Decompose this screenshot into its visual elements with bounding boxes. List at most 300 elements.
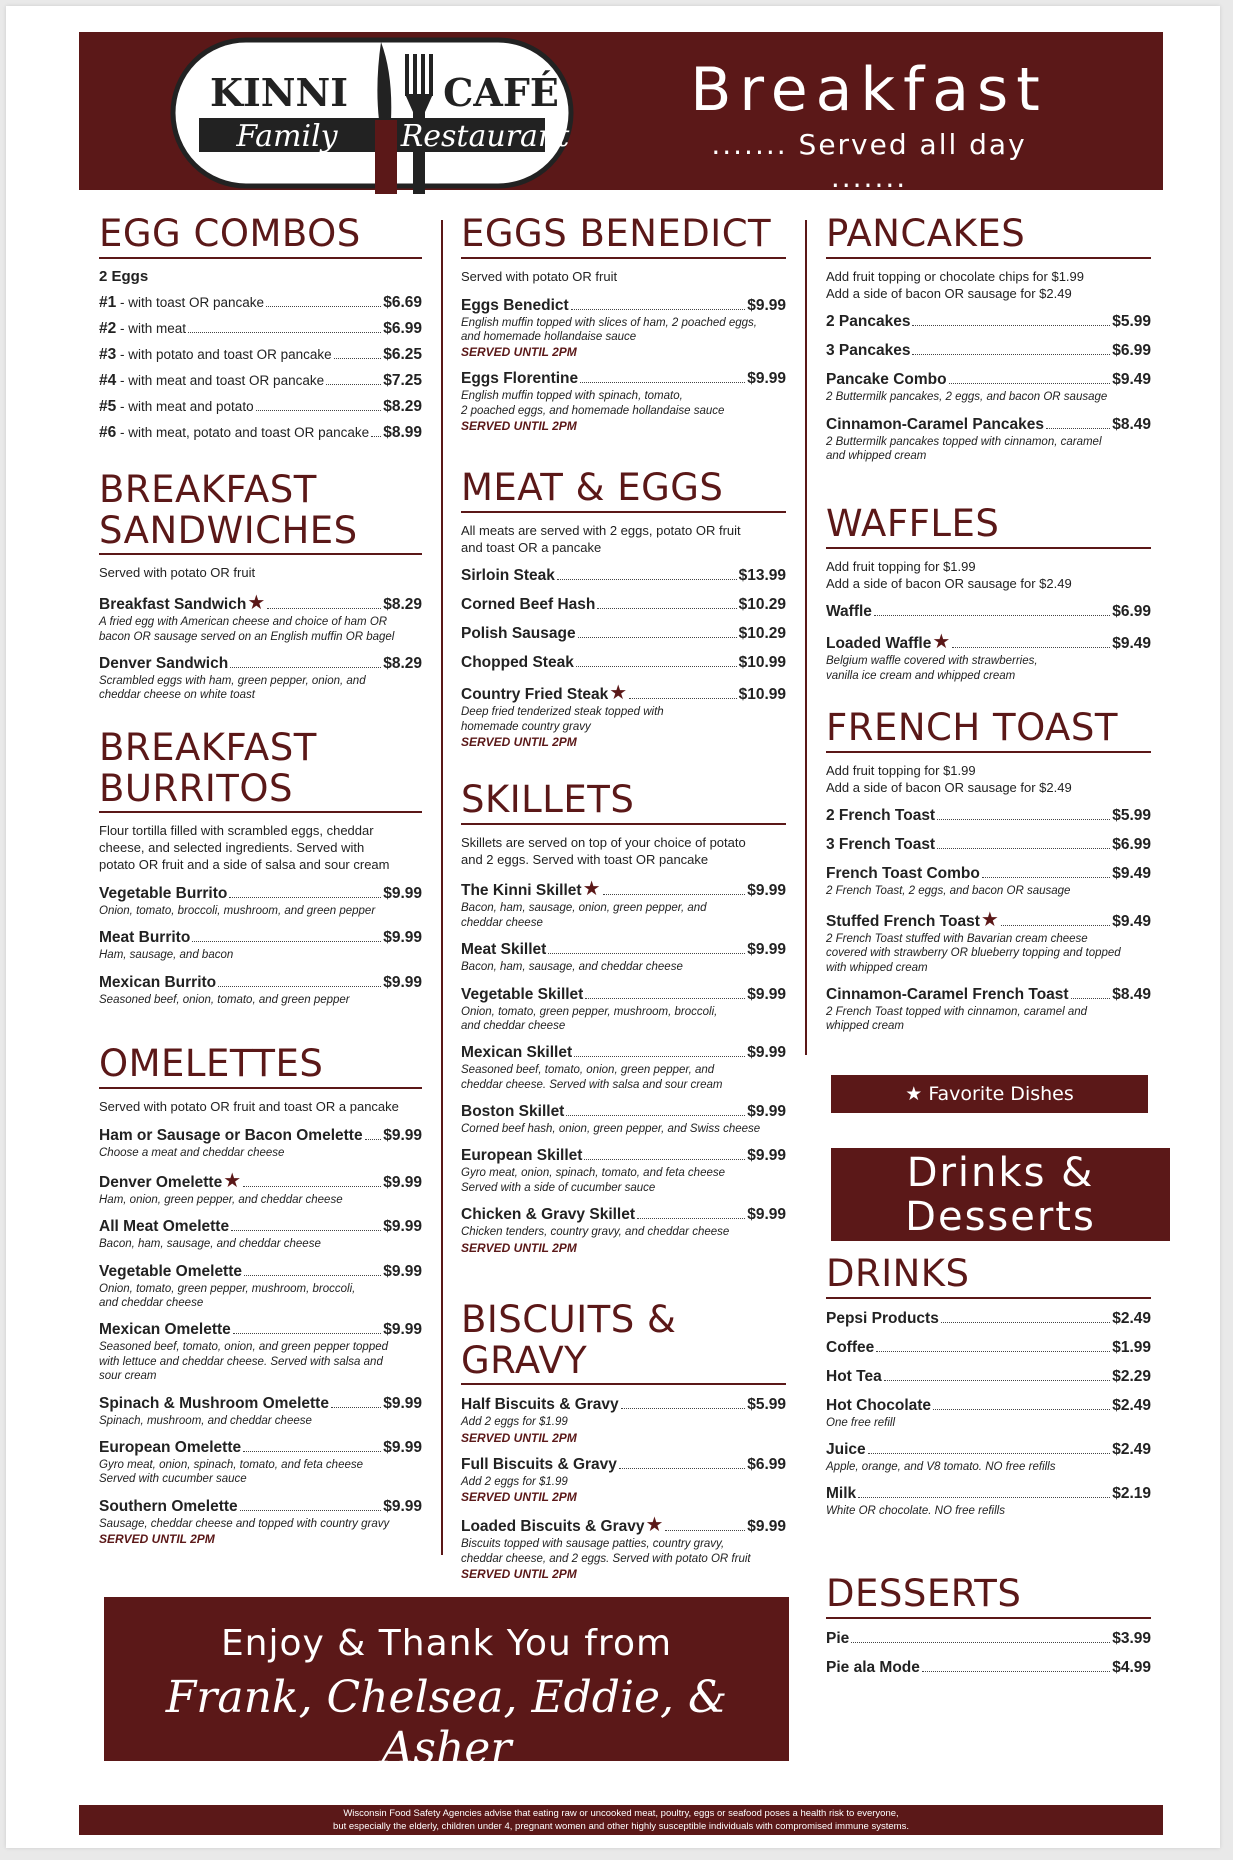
menu-item bbox=[99, 1263, 422, 1311]
menu-item-row bbox=[99, 1395, 422, 1413]
menu-item bbox=[826, 603, 1151, 621]
combo-description: - with meat bbox=[116, 321, 187, 337]
french-toast-section bbox=[826, 708, 1151, 1034]
menu-item-price: $9.99 bbox=[383, 1394, 422, 1412]
dot-leader bbox=[851, 1642, 1110, 1643]
menu-item-description: Bacon, ham, sausage, onion, green pepper, and cheddar cheese bbox=[461, 902, 707, 929]
menu-item-name: Southern Omelette bbox=[99, 1497, 238, 1515]
dot-leader bbox=[922, 1671, 1110, 1672]
dot-leader bbox=[326, 384, 381, 385]
menu-item-price: $9.99 bbox=[383, 929, 422, 947]
dot-leader bbox=[629, 698, 736, 699]
section-title: SKILLETS bbox=[461, 780, 786, 825]
menu-item-price: $6.99 bbox=[747, 1455, 786, 1473]
favorite-star-icon: ★ bbox=[247, 592, 266, 615]
menu-item-row bbox=[99, 1321, 422, 1339]
menu-item-description: Apple, orange, and V8 tomato. NO free refills bbox=[826, 1461, 1056, 1474]
menu-item-description: Ham, onion, green pepper, and cheddar cheese bbox=[99, 1193, 343, 1206]
menu-item-description: Choose a meat and cheddar cheese bbox=[99, 1146, 285, 1159]
menu-item bbox=[826, 986, 1151, 1034]
menu-item bbox=[826, 313, 1151, 331]
menu-item-name: European Omelette bbox=[99, 1438, 242, 1456]
section-note: Flour tortilla filled with scrambled eggs, cheddar cheese, and selected ingredients. Served with potato OR fruit and a side of salsa and sour cream bbox=[99, 823, 390, 873]
menu-item bbox=[99, 372, 422, 390]
menu-item-row bbox=[826, 1441, 1151, 1459]
menu-item-price: $9.99 bbox=[747, 985, 786, 1003]
menu-item-price: $5.99 bbox=[1112, 313, 1151, 331]
dot-leader bbox=[603, 894, 746, 895]
menu-item-price: $8.29 bbox=[383, 398, 422, 416]
menu-item bbox=[461, 370, 786, 433]
menu-item bbox=[461, 1044, 786, 1092]
dot-leader bbox=[233, 1333, 381, 1334]
menu-item-price: $5.99 bbox=[1112, 807, 1151, 825]
menu-item-name: Corned Beef Hash bbox=[461, 596, 596, 614]
header-title-block bbox=[679, 55, 1059, 194]
menu-item-name: Mexican Burrito bbox=[99, 973, 217, 991]
menu-item-name: 2 French Toast bbox=[826, 807, 936, 825]
favorite-star-icon: ★ bbox=[980, 908, 999, 931]
menu-item-description: Chicken tenders, country gravy, and cheddar cheese bbox=[461, 1226, 730, 1239]
menu-item bbox=[99, 974, 422, 1007]
menu-item-price: $9.99 bbox=[747, 1147, 786, 1165]
dot-leader bbox=[933, 1409, 1110, 1410]
menu-item-description: Add 2 eggs for $1.99 bbox=[461, 1475, 568, 1488]
section-note: Served with potato OR fruit bbox=[99, 565, 256, 581]
menu-item-price: $9.99 bbox=[383, 1218, 422, 1236]
menu-item-name: Ham or Sausage or Bacon Omelette bbox=[99, 1126, 363, 1144]
menu-item-name: Sirloin Steak bbox=[461, 567, 555, 585]
section-note: Served with potato OR fruit bbox=[461, 268, 618, 284]
menu-item-row bbox=[99, 398, 422, 416]
dot-leader bbox=[243, 1186, 381, 1187]
menu-item-description: Corned beef hash, onion, green pepper, and Swiss cheese bbox=[461, 1123, 761, 1136]
menu-item-row bbox=[99, 424, 422, 442]
menu-item-row bbox=[826, 371, 1151, 389]
dot-leader bbox=[868, 1453, 1111, 1454]
menu-item-row bbox=[461, 1515, 786, 1536]
combo-description: - with meat and toast OR pancake bbox=[116, 373, 325, 389]
combo-number: #1 bbox=[99, 294, 117, 312]
dot-leader bbox=[637, 1218, 745, 1219]
menu-item bbox=[826, 632, 1151, 683]
dot-leader bbox=[952, 647, 1110, 648]
menu-item-name: Country Fried Steak bbox=[461, 686, 609, 704]
menu-item bbox=[99, 1218, 422, 1251]
menu-item bbox=[826, 342, 1151, 360]
dot-leader bbox=[949, 383, 1111, 384]
dot-leader bbox=[876, 1351, 1110, 1352]
section-title: DESSERTS bbox=[826, 1574, 1151, 1619]
menu-item-name: French Toast Combo bbox=[826, 865, 980, 883]
menu-item bbox=[99, 1127, 422, 1160]
logo-restaurant-text: Restaurant bbox=[400, 119, 570, 154]
menu-item bbox=[826, 416, 1151, 464]
menu-item-row bbox=[99, 1127, 422, 1145]
menu-item bbox=[826, 836, 1151, 854]
menu-item-price: $9.99 bbox=[383, 1321, 422, 1339]
owners-names: Frank, Chelsea, Eddie, & Asher bbox=[165, 1672, 728, 1774]
menu-item bbox=[826, 1630, 1151, 1648]
menu-item bbox=[826, 1339, 1151, 1357]
menu-item-price: $7.25 bbox=[383, 372, 422, 390]
menu-item-price: $9.99 bbox=[383, 1262, 422, 1280]
combo-number: #4 bbox=[99, 372, 117, 390]
section-title: MEAT & EGGS bbox=[461, 468, 786, 513]
menu-item-description: White OR chocolate. NO free refills bbox=[826, 1505, 1005, 1518]
combo-number: #6 bbox=[99, 424, 117, 442]
menu-item bbox=[99, 655, 422, 703]
menu-item-name: Juice bbox=[826, 1441, 866, 1459]
dot-leader bbox=[858, 1497, 1110, 1498]
dot-leader bbox=[230, 667, 381, 668]
dot-leader bbox=[218, 986, 381, 987]
menu-item-name: Pie ala Mode bbox=[826, 1658, 920, 1676]
menu-item-price: $9.99 bbox=[383, 1173, 422, 1191]
menu-item-price: $6.69 bbox=[383, 294, 422, 312]
menu-item-name: Pancake Combo bbox=[826, 371, 947, 389]
menu-item bbox=[461, 1103, 786, 1136]
drinks-section bbox=[826, 1254, 1151, 1519]
combo-description: - with potato and toast OR pancake bbox=[116, 347, 332, 363]
menu-item-price: $10.99 bbox=[738, 686, 786, 704]
menu-item-description: Onion, tomato, broccoli, mushroom, and green pepper bbox=[99, 905, 376, 918]
menu-item-price: $8.49 bbox=[1112, 985, 1151, 1003]
menu-item-row bbox=[99, 929, 422, 947]
thank-you-line: Enjoy & Thank You from bbox=[220, 1623, 673, 1664]
menu-item-description: 2 French Toast stuffed with Bavarian cream cheese covered with strawberry OR blueberry topping and topped with whipped cream bbox=[826, 932, 1121, 974]
menu-item-price: $9.49 bbox=[1112, 865, 1151, 883]
menu-item-description: Belgium waffle covered with strawberries, vanilla ice cream and whipped cream bbox=[826, 655, 1038, 682]
omelettes-section bbox=[99, 1044, 422, 1546]
menu-item-name: 3 Pancakes bbox=[826, 342, 911, 360]
menu-item-name: Denver Sandwich bbox=[99, 655, 229, 673]
menu-item-description: Seasoned beef, onion, tomato, and green pepper bbox=[99, 993, 350, 1006]
served-until-note: SERVED UNTIL 2PM bbox=[461, 1430, 577, 1445]
menu-item bbox=[99, 929, 422, 962]
menu-item bbox=[99, 1171, 422, 1207]
menu-item-row bbox=[461, 1147, 786, 1165]
menu-item-name: Vegetable Burrito bbox=[99, 885, 228, 903]
menu-item-name: Eggs Benedict bbox=[461, 296, 569, 314]
menu-item-row bbox=[461, 1206, 786, 1224]
menu-item bbox=[461, 654, 786, 672]
menu-item-row bbox=[826, 1485, 1151, 1503]
menu-item-price: $9.99 bbox=[383, 1497, 422, 1515]
menu-item-name: Cinnamon-Caramel Pancakes bbox=[826, 415, 1044, 433]
thank-you-box bbox=[104, 1597, 789, 1774]
menu-item bbox=[826, 1310, 1151, 1328]
menu-item bbox=[826, 1368, 1151, 1386]
menu-item-row bbox=[461, 596, 786, 614]
menu-item-name bbox=[99, 372, 324, 390]
dot-leader bbox=[188, 332, 381, 333]
meat-eggs-section bbox=[461, 468, 786, 749]
section-title: DRINKS bbox=[826, 1254, 1151, 1299]
menu-item-description: Seasoned beef, tomato, onion, and green pepper topped with lettuce and cheddar cheese. Served with salsa and sour cream bbox=[99, 1341, 389, 1383]
section-note: Served with potato OR fruit and toast OR a pancake bbox=[99, 1098, 399, 1114]
menu-item-row bbox=[461, 1103, 786, 1121]
dot-leader bbox=[912, 354, 1110, 355]
menu-item-description: Bacon, ham, sausage, and cheddar cheese bbox=[461, 961, 683, 974]
menu-item-price: $8.99 bbox=[383, 424, 422, 442]
dot-leader bbox=[578, 637, 737, 638]
menu-item-row bbox=[461, 941, 786, 959]
menu-item-name bbox=[99, 424, 369, 442]
menu-item-row bbox=[99, 1218, 422, 1236]
menu-item-row bbox=[826, 1368, 1151, 1386]
dot-leader bbox=[941, 1322, 1110, 1323]
served-until-note: SERVED UNTIL 2PM bbox=[461, 345, 577, 360]
menu-item-price: $8.29 bbox=[383, 655, 422, 673]
dot-leader bbox=[584, 1159, 745, 1160]
section-note: Skillets are served on top of your choice of potato and 2 eggs. Served with toast OR pancake bbox=[461, 834, 746, 867]
menu-item-name: Waffle bbox=[826, 603, 872, 621]
menu-item bbox=[461, 1515, 786, 1581]
menu-item-name bbox=[99, 398, 254, 416]
menu-item-name: Vegetable Omelette bbox=[99, 1262, 243, 1280]
menu-item-row bbox=[461, 654, 786, 672]
menu-item-row bbox=[826, 1630, 1151, 1648]
menu-item-row bbox=[826, 313, 1151, 331]
served-until-note: SERVED UNTIL 2PM bbox=[461, 1566, 577, 1581]
menu-item bbox=[826, 865, 1151, 898]
combo-description: - with meat and potato bbox=[116, 399, 254, 415]
menu-item bbox=[826, 1441, 1151, 1474]
menu-item-price: $10.99 bbox=[738, 654, 786, 672]
dot-leader bbox=[1046, 428, 1110, 429]
menu-item-price: $6.25 bbox=[383, 346, 422, 364]
food-safety-disclaimer: Wisconsin Food Safety Agencies advise that eating raw or uncooked meat, poultry, eggs or seafood poses a health risk to everyone, but especially the elderly, children under 4, pregnant women and other highly susceptible individuals with compromised immune systems. bbox=[79, 1805, 1163, 1835]
menu-item-row bbox=[826, 1659, 1151, 1677]
menu-item bbox=[461, 683, 786, 749]
menu-item bbox=[826, 371, 1151, 404]
favorite-star-icon: ★ bbox=[582, 878, 601, 901]
combo-description: - with meat, potato and toast OR pancake bbox=[116, 425, 370, 441]
dot-leader bbox=[331, 1407, 381, 1408]
dot-leader bbox=[192, 941, 381, 942]
menu-item-name: European Skillet bbox=[461, 1147, 583, 1165]
desserts-section bbox=[826, 1574, 1151, 1677]
favorite-dishes-legend bbox=[831, 1075, 1148, 1113]
dot-leader bbox=[231, 1230, 381, 1231]
section-title: FRENCH TOAST bbox=[826, 708, 1151, 753]
dot-leader bbox=[937, 819, 1110, 820]
menu-item-price: $6.99 bbox=[1112, 836, 1151, 854]
menu-item bbox=[461, 625, 786, 643]
breakfast-title: Breakfast bbox=[690, 55, 1048, 125]
dot-leader bbox=[229, 897, 381, 898]
menu-item-row bbox=[826, 1310, 1151, 1328]
menu-item bbox=[99, 1439, 422, 1487]
menu-item-row bbox=[826, 836, 1151, 854]
biscuits-gravy-section bbox=[461, 1300, 786, 1581]
menu-item-price: $9.99 bbox=[747, 1044, 786, 1062]
menu-item-row bbox=[99, 1439, 422, 1457]
dot-leader bbox=[244, 1275, 381, 1276]
menu-item bbox=[99, 593, 422, 644]
menu-item-row bbox=[461, 567, 786, 585]
menu-item-row bbox=[99, 294, 422, 312]
menu-item-description: 2 Buttermilk pancakes topped with cinnamon, caramel and whipped cream bbox=[826, 435, 1102, 463]
dot-leader bbox=[597, 608, 736, 609]
menu-item-name: Polish Sausage bbox=[461, 625, 576, 643]
section-note: Add fruit topping for $1.99 Add a side of bacon OR sausage for $2.49 bbox=[826, 762, 1072, 795]
menu-item-price: $2.29 bbox=[1112, 1367, 1151, 1385]
served-until-note: SERVED UNTIL 2PM bbox=[461, 419, 577, 434]
menu-item-row bbox=[99, 320, 422, 338]
menu-item bbox=[461, 567, 786, 585]
breakfast-burritos-section bbox=[99, 728, 422, 1007]
menu-item-row bbox=[99, 346, 422, 364]
menu-item-price: $2.19 bbox=[1112, 1485, 1151, 1503]
menu-item bbox=[99, 1321, 422, 1383]
menu-item-name: Loaded Biscuits & Gravy bbox=[461, 1518, 645, 1536]
combo-number: #2 bbox=[99, 320, 117, 338]
menu-item-row bbox=[99, 1498, 422, 1516]
menu-item-price: $2.49 bbox=[1112, 1396, 1151, 1414]
menu-item-description: Spinach, mushroom, and cheddar cheese bbox=[99, 1414, 312, 1427]
menu-item-description: Sausage, cheddar cheese and topped with country gravy bbox=[99, 1517, 390, 1530]
menu-item-description: Onion, tomato, green pepper, mushroom, broccoli, and cheddar cheese bbox=[99, 1282, 356, 1310]
menu-item-name: Meat Skillet bbox=[461, 941, 547, 959]
menu-page bbox=[6, 6, 1220, 1848]
menu-item-price: $9.49 bbox=[1112, 371, 1151, 389]
menu-item-row bbox=[461, 370, 786, 388]
menu-item-price: $10.29 bbox=[738, 625, 786, 643]
menu-item-price: $9.99 bbox=[747, 296, 786, 314]
column-divider-1 bbox=[441, 220, 443, 1555]
combo-number: #3 bbox=[99, 346, 117, 364]
menu-item-name: Milk bbox=[826, 1485, 857, 1503]
menu-item-price: $9.99 bbox=[747, 370, 786, 388]
menu-item bbox=[461, 1206, 786, 1254]
menu-item-row bbox=[99, 593, 422, 614]
dot-leader bbox=[884, 1380, 1111, 1381]
menu-item-name: Full Biscuits & Gravy bbox=[461, 1455, 617, 1473]
menu-item-row bbox=[461, 1396, 786, 1414]
breakfast-sandwiches-section bbox=[99, 470, 422, 703]
section-title: PANCAKES bbox=[826, 214, 1151, 259]
dot-leader bbox=[571, 309, 746, 310]
menu-item-row bbox=[99, 655, 422, 673]
served-all-day-subtitle: ....... Served all day ....... bbox=[711, 128, 1027, 194]
menu-item-price: $9.99 bbox=[747, 882, 786, 900]
menu-item-name: The Kinni Skillet bbox=[461, 882, 582, 900]
menu-item-price: $8.49 bbox=[1112, 415, 1151, 433]
menu-item-row bbox=[826, 603, 1151, 621]
menu-item-name: Mexican Skillet bbox=[461, 1044, 573, 1062]
menu-item-price: $9.49 bbox=[1112, 912, 1151, 930]
menu-item-price: $6.99 bbox=[1112, 603, 1151, 621]
dot-leader bbox=[982, 877, 1110, 878]
dot-leader bbox=[266, 306, 381, 307]
menu-item bbox=[99, 346, 422, 364]
menu-item-row bbox=[461, 625, 786, 643]
menu-item-price: $9.99 bbox=[383, 885, 422, 903]
menu-item-name: Boston Skillet bbox=[461, 1103, 565, 1121]
menu-item-row bbox=[461, 297, 786, 315]
menu-item-row bbox=[826, 986, 1151, 1004]
dot-leader bbox=[365, 1139, 382, 1140]
favorite-star-icon: ★ bbox=[223, 1169, 242, 1192]
dot-leader bbox=[1001, 925, 1110, 926]
dot-leader bbox=[557, 579, 737, 580]
menu-item-price: $10.29 bbox=[738, 596, 786, 614]
menu-item-price: $9.99 bbox=[383, 1126, 422, 1144]
menu-item-row bbox=[99, 1171, 422, 1192]
section-title: OMELETTES bbox=[99, 1044, 422, 1089]
dot-leader bbox=[334, 358, 382, 359]
logo-cafe-text: CAFÉ bbox=[443, 70, 559, 115]
menu-item-name: All Meat Omelette bbox=[99, 1218, 230, 1236]
served-until-note: SERVED UNTIL 2PM bbox=[99, 1532, 215, 1547]
menu-item-description: Gyro meat, onion, spinach, tomato, and feta cheese Served with a side of cucumber sauce bbox=[461, 1167, 726, 1194]
eggs-benedict-section bbox=[461, 214, 786, 433]
section-note: Add fruit topping for $1.99 Add a side of bacon OR sausage for $2.49 bbox=[826, 558, 1072, 591]
menu-item bbox=[99, 294, 422, 312]
logo-family-text: Family bbox=[236, 119, 338, 154]
dot-leader bbox=[585, 998, 745, 999]
menu-item-name: Breakfast Sandwich bbox=[99, 596, 247, 614]
section-title: WAFFLES bbox=[826, 504, 1151, 549]
menu-item-name bbox=[99, 346, 332, 364]
menu-item-description: English muffin topped with slices of ham, 2 poached eggs, and homemade hollandaise sauce bbox=[461, 316, 757, 343]
menu-item-price: $8.29 bbox=[383, 596, 422, 614]
dot-leader bbox=[912, 325, 1110, 326]
menu-item bbox=[99, 1395, 422, 1428]
menu-item-description: A fried egg with American cheese and choice of ham OR bacon OR sausage served on an English muffin OR bagel bbox=[99, 616, 395, 643]
menu-item bbox=[99, 885, 422, 918]
menu-item-row bbox=[99, 372, 422, 390]
logo-kinni-text: KINNI bbox=[209, 70, 349, 115]
menu-item-name: Denver Omelette bbox=[99, 1173, 223, 1191]
menu-item-description: Ham, sausage, and bacon bbox=[99, 949, 234, 962]
menu-item-description: English muffin topped with spinach, tomato, 2 poached eggs, and homemade hollandaise sauce bbox=[461, 390, 725, 417]
menu-item bbox=[826, 910, 1151, 975]
dot-leader bbox=[874, 615, 1110, 616]
menu-item-price: $5.99 bbox=[747, 1396, 786, 1414]
drinks-desserts-banner: Drinks & Desserts bbox=[831, 1148, 1170, 1241]
menu-item-price: $9.99 bbox=[747, 941, 786, 959]
menu-item-price: $6.99 bbox=[1112, 342, 1151, 360]
menu-item-name: Eggs Florentine bbox=[461, 370, 579, 388]
menu-item-price: $13.99 bbox=[738, 567, 786, 585]
section-note: 2 Eggs bbox=[99, 267, 149, 285]
dot-leader bbox=[1071, 998, 1111, 999]
menu-item bbox=[826, 1485, 1151, 1518]
menu-item-description: One free refill bbox=[826, 1416, 896, 1429]
menu-item-price: $9.99 bbox=[383, 973, 422, 991]
menu-item-description: Deep fried tenderized steak topped with homemade country gravy bbox=[461, 706, 664, 733]
menu-item-row bbox=[826, 910, 1151, 931]
menu-item bbox=[99, 1498, 422, 1546]
served-until-note: SERVED UNTIL 2PM bbox=[461, 735, 577, 750]
dot-leader bbox=[621, 1408, 746, 1409]
menu-item bbox=[461, 1396, 786, 1444]
menu-item-row bbox=[99, 1263, 422, 1281]
pancakes-section bbox=[826, 214, 1151, 464]
served-until-note: SERVED UNTIL 2PM bbox=[461, 1490, 577, 1505]
dot-leader bbox=[576, 666, 737, 667]
menu-item-row bbox=[826, 807, 1151, 825]
menu-item-name: Vegetable Skillet bbox=[461, 985, 584, 1003]
section-title: EGGS BENEDICT bbox=[461, 214, 786, 259]
menu-item-name: Mexican Omelette bbox=[99, 1321, 231, 1339]
menu-item bbox=[461, 596, 786, 614]
section-note: Add fruit topping or chocolate chips for $1.99 Add a side of bacon OR sausage for $2.49 bbox=[826, 268, 1084, 301]
menu-item bbox=[461, 1456, 786, 1504]
